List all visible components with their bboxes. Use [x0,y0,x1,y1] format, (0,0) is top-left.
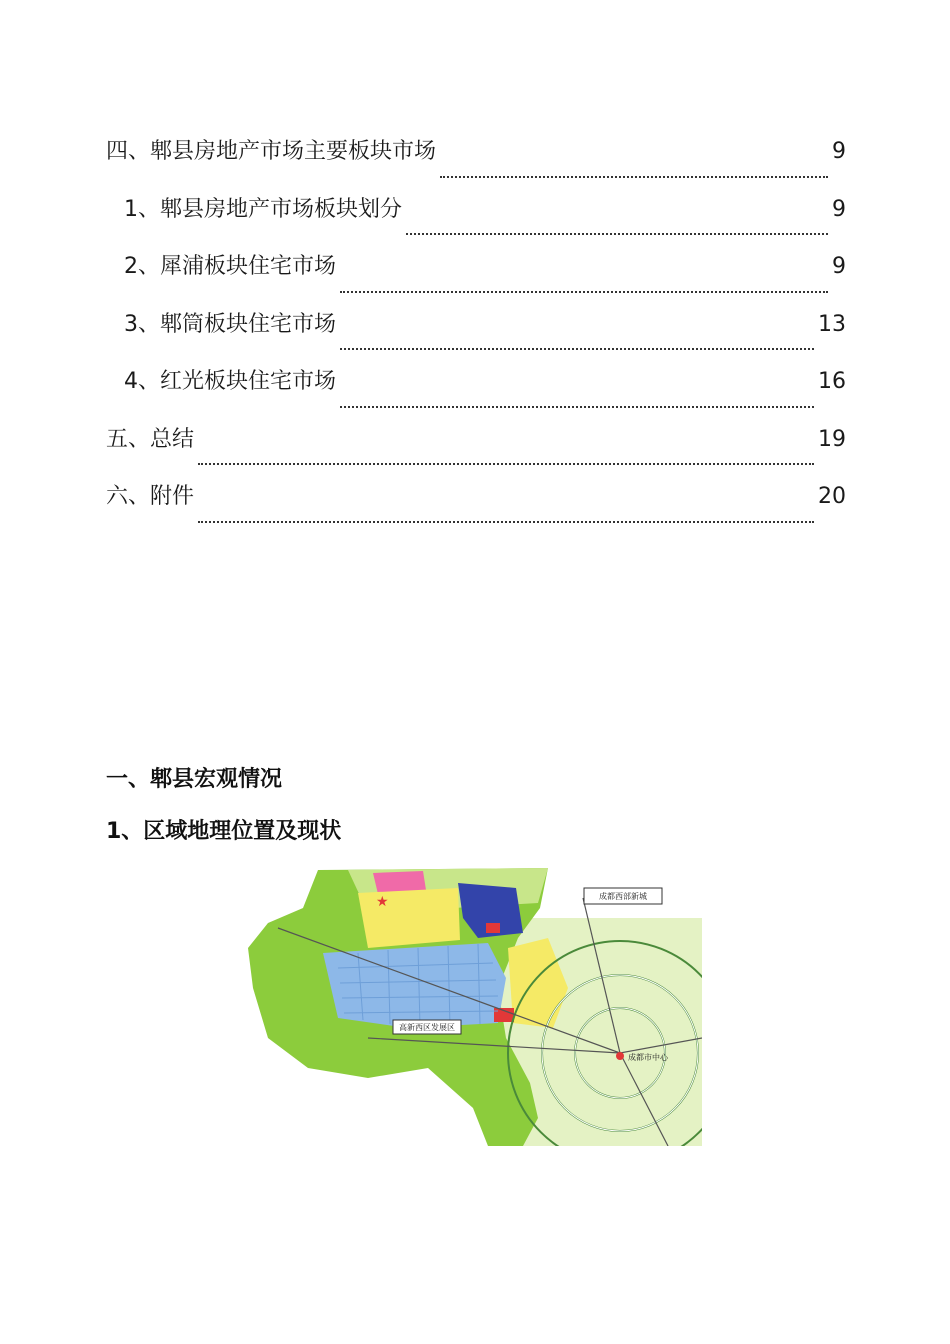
toc-entry[interactable] [106,305,846,363]
toc-leader-dots [406,233,828,235]
toc-entry-page: 16 [818,369,846,394]
star-icon: ★ [376,894,389,910]
toc-entry[interactable] [106,190,846,248]
toc-entry-label: 六、附件 [106,484,195,509]
toc-entry-label: 四、郫县房地产市场主要板块市场 [106,139,437,164]
toc-leader-dots [198,463,814,465]
toc-entry[interactable] [106,420,846,478]
toc-leader-dots [440,176,828,178]
toc-leader-dots [340,291,828,293]
toc-entry[interactable] [106,132,846,190]
toc-entry-page: 9 [832,196,846,222]
map-label-city-center: 成都市中心 [628,1053,668,1062]
toc-leader-dots [340,406,814,408]
toc-entry-page: 9 [832,254,846,279]
toc-entry-page: 13 [818,311,846,337]
map-label-top-right: 成都西部新城 [599,892,647,901]
toc-entry-label: 五、总结 [106,426,195,452]
section-subheading: 1、区域地理位置及现状 [106,819,342,844]
toc-entry[interactable] [106,247,846,305]
yellow-zone-north [358,888,460,948]
toc-entry-page: 9 [832,139,846,164]
toc-entry-label: 4、红光板块住宅市场 [124,369,336,394]
toc-leader-dots [340,348,814,350]
toc-entry[interactable] [106,477,846,535]
toc-entry[interactable] [106,362,846,420]
red-block [486,923,500,933]
toc-entry-label: 2、犀浦板块住宅市场 [124,254,336,279]
location-map-graphic [248,868,702,1146]
toc-leader-dots [198,521,814,523]
toc-entry-page: 20 [818,484,846,509]
section-heading: 一、郫县宏观情况 [106,767,283,792]
toc-entry-page: 19 [818,426,846,452]
location-map [248,868,702,1146]
city-center-marker [616,1052,624,1060]
table-of-contents [106,132,846,535]
map-label-west-zone: 高新西区发展区 [399,1023,455,1032]
toc-entry-label: 1、郫县房地产市场板块划分 [124,196,402,222]
toc-entry-label: 3、郫筒板块住宅市场 [124,311,336,337]
